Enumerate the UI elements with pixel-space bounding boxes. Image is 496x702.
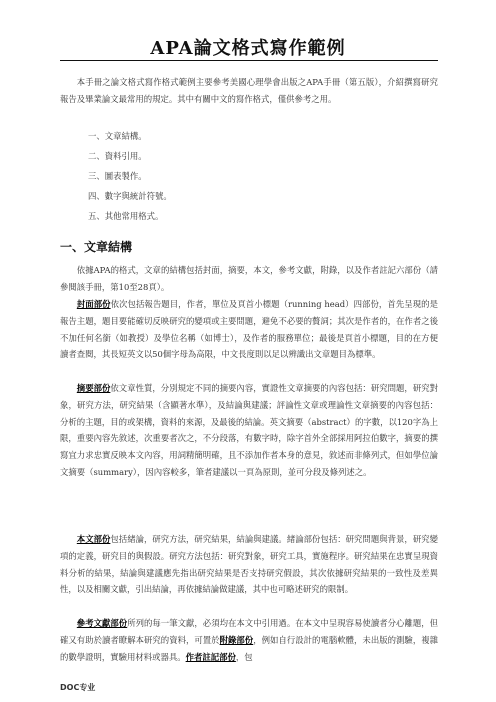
body-paragraph: [60, 531, 438, 598]
structure-overview-paragraph: 依據APA的格式，文章的結構包括封面，摘要，本文，參考文獻，附錄，以及作者註記六部份（請參閱該手冊，第10至28頁）。: [60, 265, 438, 292]
body-text: 包括緒論，研究方法，研究結果，結論與建議。緒論部份包括：研究問題與背景，研究變項的定義，研究目的與假設。研究方法包括：研究對象，研究工具，實施程序。研究結果在忠實呈現資料分析的結果，結論與建議應先指出研究結果是否支持研究假設，其次依據研究結果的一致性及差異性，以及相關文獻，引出結論，再依據結論做建議，其中也可略述研究的限制。: [60, 534, 439, 595]
cover-paragraph: [60, 296, 438, 363]
appendix-term: 附錄部份: [219, 634, 254, 645]
outline-item: 三、圖表製作。: [88, 171, 147, 181]
outline-item: 二、資料引用。: [88, 151, 147, 161]
cover-term: 封面部份: [76, 299, 111, 309]
cover-text: 依次包括報告題目，作者，單位及頁首小標題（running head）四部份，首先呈現的是報告主題，題目要能確切反映研究的變項或主要問題，避免不必要的贅詞；其次是作者的，在作者之後不加任何名銜（如教授）及學位名稱（如博士），及作者的服務單位；最後是頁首小標題，目的在方便讀者查閱，其長短英文以50個字母為高限，中文長度則以足以辨識出文章題目為標準。: [60, 299, 439, 360]
references-paragraph: [60, 615, 438, 665]
author-note-term: 作者註記部份: [185, 651, 236, 662]
outline-item: 四、數字與統計符號。: [88, 191, 172, 201]
references-text-2: ，例如自行設計的電腦軟體，未出版的測驗，複雜的數學證明，實驗用材料或器具。: [60, 634, 439, 662]
intro-paragraph: 本手冊之論文格式寫作格式範例主要參考美國心理學會出版之APA手冊（第五版），介紹撰寫研究報告及畢業論文最常用的規定。其中有關中文的寫作格式，僅供參考之用。: [60, 77, 438, 104]
references-text: 所列的每一筆文獻，必須均在本文中引用過。在本文中呈現容易使讀者分心離題，但確又有助於讀者瞭解本研究的資料，可置於: [60, 618, 438, 645]
outline-item: 一、文章結構。: [88, 131, 147, 141]
abstract-term: 摘要部份: [76, 383, 111, 393]
body-term: 本文部份: [76, 534, 111, 544]
references-text-3: ，包: [235, 651, 253, 662]
title-rule: [60, 60, 438, 61]
section-heading: 一、文章結構: [60, 240, 133, 254]
abstract-paragraph: [60, 380, 438, 481]
outline-item: 五、其他常用格式。: [88, 211, 164, 221]
page-title: APA論文格式寫作範例: [150, 38, 346, 59]
references-term: 參考文獻部份: [76, 618, 128, 628]
abstract-text: 依文章性質，分別規定不同的摘要內容，實證性文章摘要的內容包括：研究問題，研究對象，研究方法，研究結果（含顯著水準），及結論與建議；評論性文章或理論性文章摘要的內容包括：分析的主題，目的或架構，資料的來源，及最後的結論。英文摘要（abstract）的字數，以120字為上限，重要內容先敘述，次重要者次之，不分段落，有數字時，除字首外全部採用阿拉伯數字，摘要的撰寫宜力求忠實反映本文內容，用詞精簡明確，且不添加作者本身的意見，敘述而非條列式，但如學位論文摘要（summary），因內容較多，筆者建議以一頁為原則，並可分段及條列述之。: [60, 383, 439, 477]
outline-list: [88, 126, 172, 226]
footer-label: DOC专业: [60, 683, 96, 692]
